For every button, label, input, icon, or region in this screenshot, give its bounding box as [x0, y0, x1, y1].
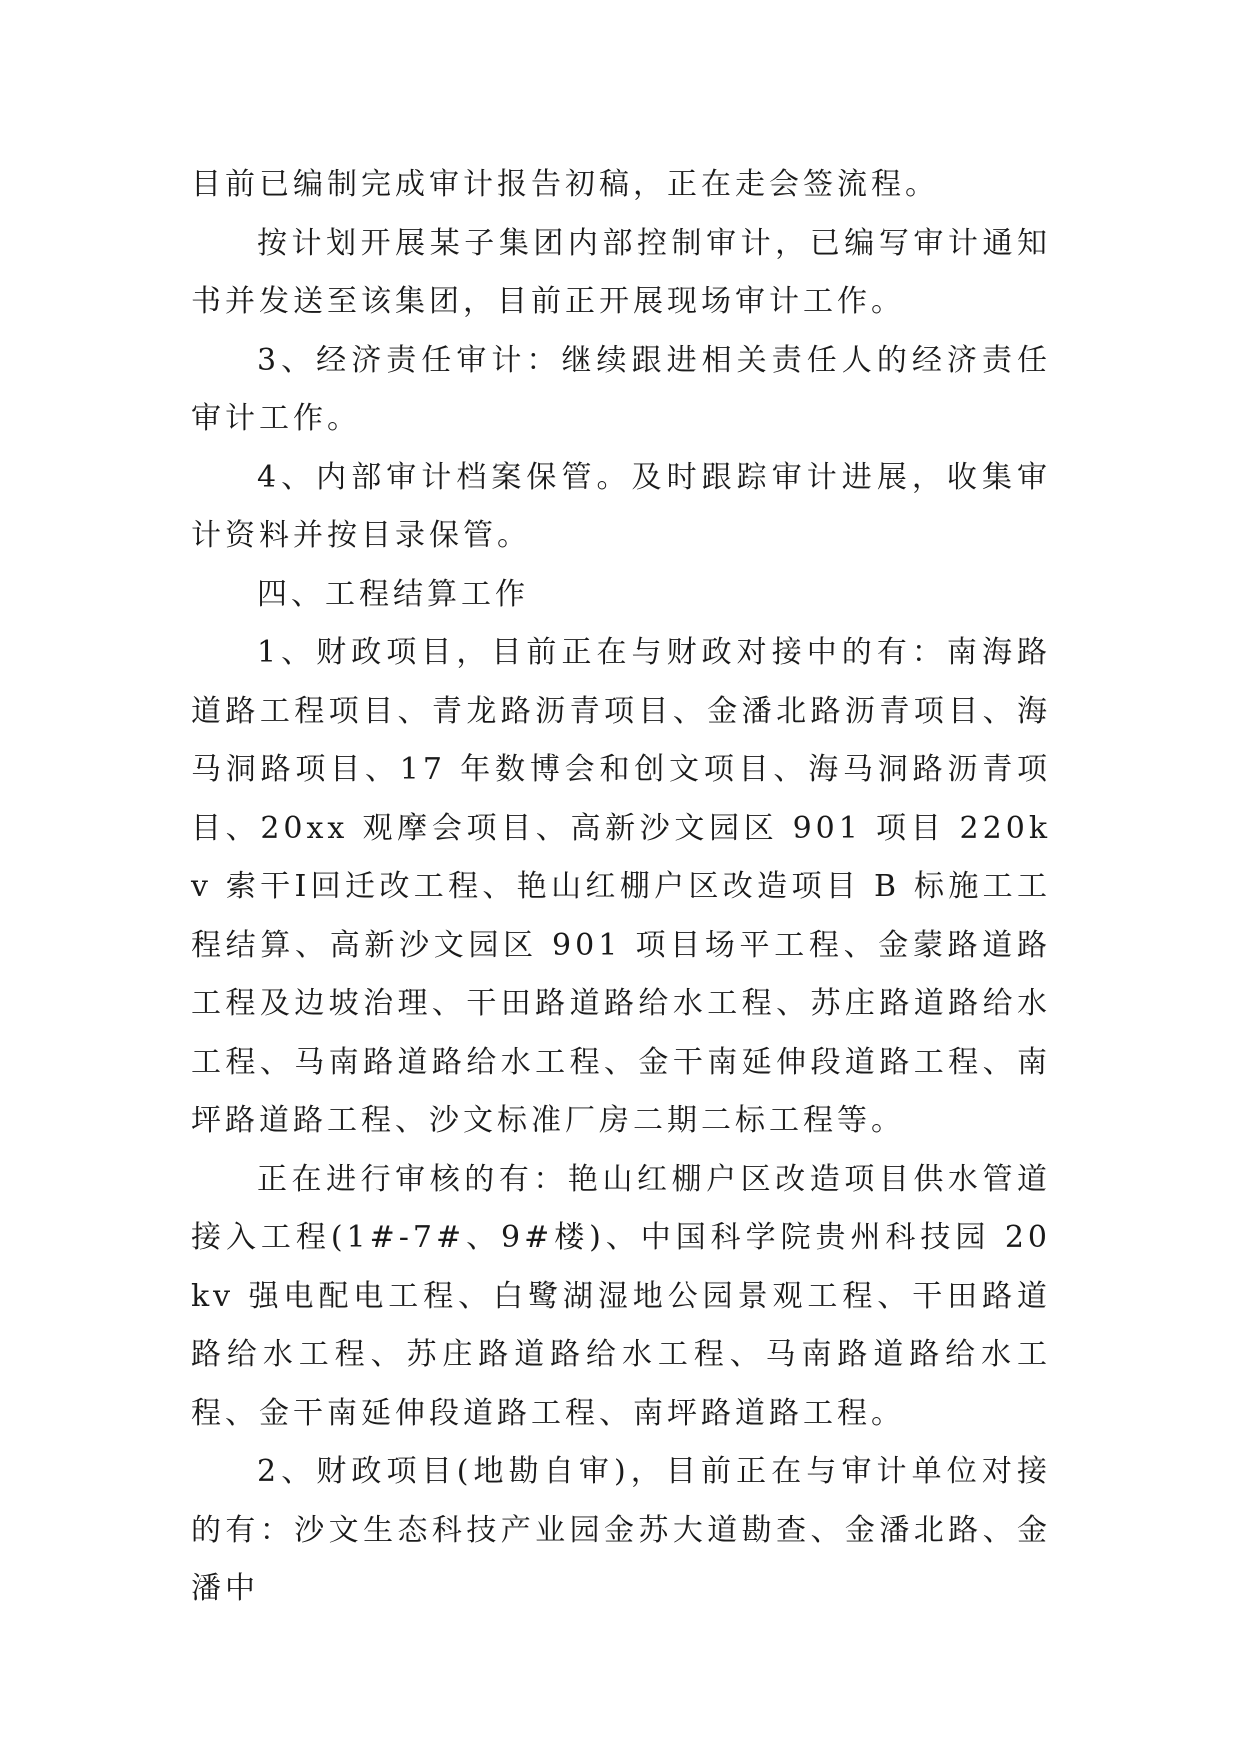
section-heading: 四、工程结算工作 [257, 576, 529, 612]
paragraph-4: 4、内部审计档案保管。及时跟踪审计进展，收集审计资料并按目录保管。 [191, 459, 1051, 553]
paragraph-7: 2、财政项目(地勘自审)，目前正在与审计单位对接的有：沙文生态科技产业园金苏大道勘查、金潘北路、金潘中 [191, 1454, 1051, 1606]
paragraph-6: 正在进行审核的有：艳山红棚户区改造项目供水管道接入工程(1#-7#、9#楼)、中国科学院贵州科技园 20kv 强电配电工程、白鹭湖湿地公园景观工程、干田路道路给水工程、苏庄路道路给水工程、马南路道路给水工程、金干南延伸段道路工程、南坪路道路工程。 [191, 1161, 1051, 1431]
paragraph-1: 目前已编制完成审计报告初稿，正在走会签流程。 [191, 167, 939, 202]
document-body [191, 156, 1051, 1619]
paragraph-2: 按计划开展某子集团内部控制审计，已编写审计通知书并发送至该集团，目前正开展现场审计工作。 [191, 225, 1051, 319]
paragraph-5: 1、财政项目，目前正在与财政对接中的有：南海路道路工程项目、青龙路沥青项目、金潘北路沥青项目、海马洞路项目、17 年数博会和创文项目、海马洞路沥青项目、20xx 观摩会项目、高新沙文园区 901 项目 220kv 索干Ⅰ回迁改工程、艳山红棚户区改造项目 B 标施工工程结算、高新沙文园区 901 项目场平工程、金蒙路道路工程及边坡治理、干田路道路给水工程、苏庄路道路给水工程、马南路道路给水工程、金干南延伸段道路工程、南坪路道路工程、沙文标准厂房二期二标工程等。 [191, 635, 1051, 1138]
paragraph-3: 3、经济责任审计：继续跟进相关责任人的经济责任审计工作。 [191, 342, 1051, 436]
